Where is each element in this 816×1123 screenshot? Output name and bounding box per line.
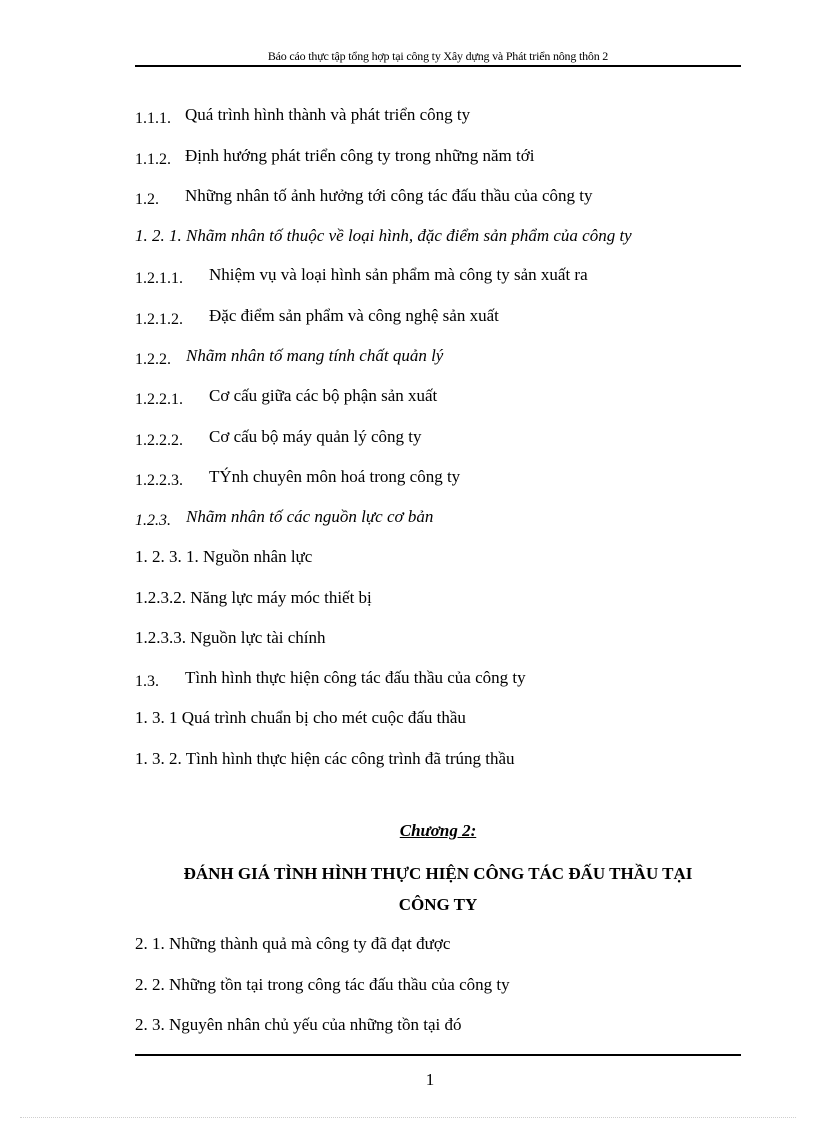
toc-item — [135, 226, 632, 246]
toc-item-number: 1.2.2.3. — [135, 472, 183, 489]
chapter-heading-line: CÔNG TY — [398, 895, 478, 914]
toc-item — [135, 427, 422, 449]
header-rule — [135, 65, 741, 67]
toc-item-number: 1.2.2. — [135, 351, 171, 368]
toc-item-text: 1. 2. 3. 1. Nguồn nhân lực — [135, 547, 313, 566]
page-bottom-divider — [20, 1117, 796, 1118]
toc-item-text: Cơ cấu bộ máy quản lý công ty — [209, 427, 422, 446]
chapter-heading — [135, 858, 741, 920]
toc-item-text: Tình hình thực hiện công tác đấu thầu của công ty — [185, 668, 526, 687]
toc-item-text: TÝnh chuyên môn hoá trong công ty — [209, 467, 461, 486]
toc-item-text: 2. 2. Những tồn tại trong công tác đấu thầu của công ty — [135, 975, 510, 994]
toc-item-text: Đặc điểm sản phẩm và công nghệ sản xuất — [209, 306, 499, 325]
toc-item-text: 1.2.3.2. Năng lực máy móc thiết bị — [135, 588, 372, 607]
toc-item-number: 1.2.2.2. — [135, 432, 183, 449]
toc-item — [135, 668, 526, 690]
toc-item — [135, 507, 434, 529]
toc-item-number: 1.2.2.1. — [135, 391, 183, 408]
chapter-title: Chương 2: — [399, 821, 477, 840]
chapter-heading-line: ĐÁNH GIÁ TÌNH HÌNH THỰC HIỆN CÔNG TÁC ĐẤU THẦU TẠI — [183, 864, 693, 883]
toc-item — [135, 975, 510, 995]
toc-item-number: 1.2.3. — [135, 512, 171, 529]
toc-item-text: Những nhân tố ảnh hưởng tới công tác đấu thầu của công ty — [185, 186, 593, 205]
toc-item-text: 2. 3. Nguyên nhân chủ yếu của những tồn tại đó — [135, 1015, 462, 1034]
page-number: 1 — [425, 1070, 435, 1089]
toc-item — [135, 749, 515, 769]
toc-item-text: Cơ cấu giữa các bộ phận sản xuất — [209, 386, 438, 405]
toc-item — [135, 306, 499, 328]
toc-item — [135, 467, 461, 489]
toc-item — [135, 628, 326, 648]
toc-item — [135, 265, 588, 287]
toc-item-number: 1.1.1. — [135, 110, 171, 127]
toc-item — [135, 386, 438, 408]
toc-item — [135, 708, 466, 728]
toc-item-text: Định hướng phát triển công ty trong những năm tới — [185, 146, 535, 165]
toc-item — [135, 105, 471, 127]
toc-item-text: Nhiệm vụ và loại hình sản phẩm mà công ty sản xuất ra — [209, 265, 588, 284]
toc-item-text: Nhãm nhân tố mang tính chất quản lý — [186, 346, 444, 365]
toc-item-number: 1.3. — [135, 673, 159, 690]
toc-item — [135, 547, 312, 567]
toc-item-text: 2. 1. Những thành quả mà công ty đã đạt được — [135, 934, 451, 953]
toc-item-number: 1.2.1.2. — [135, 311, 183, 328]
toc-item-number: 1.2. — [135, 191, 159, 208]
toc-item — [135, 346, 444, 368]
toc-item — [135, 146, 535, 168]
toc-item-text: 1. 2. 1. Nhãm nhân tố thuộc về loại hình, đặc điểm sản phẩm của công ty — [135, 226, 632, 245]
running-header: Báo cáo thực tập tổng hợp tại công ty Xây dựng và Phát triển nông thôn 2 — [267, 49, 609, 63]
toc-item-number: 1.2.1.1. — [135, 270, 183, 287]
toc-item-text: 1. 3. 2. Tình hình thực hiện các công trình đã trúng thầu — [135, 749, 515, 768]
toc-item — [135, 588, 372, 608]
toc-item-text: Quá trình hình thành và phát triển công ty — [185, 105, 471, 124]
toc-item-text: Nhãm nhân tố các nguồn lực cơ bản — [186, 507, 434, 526]
toc-item — [135, 934, 450, 954]
toc-item-number: 1.1.2. — [135, 151, 171, 168]
toc-item-text: 1.2.3.3. Nguồn lực tài chính — [135, 628, 326, 647]
toc-item-text: 1. 3. 1 Quá trình chuẩn bị cho mét cuộc đấu thầu — [135, 708, 466, 727]
footer-rule — [135, 1054, 741, 1056]
toc-item — [135, 1015, 461, 1035]
toc-item — [135, 186, 593, 208]
